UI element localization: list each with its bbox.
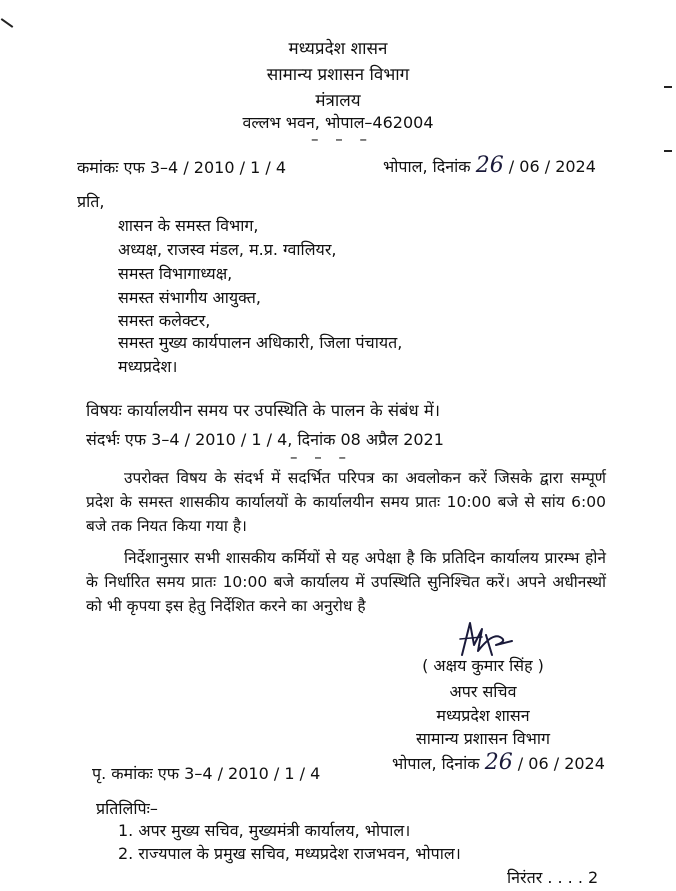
recipient-item: मध्यप्रदेश।: [118, 357, 178, 376]
sandarbh-separator: – – –: [290, 448, 353, 466]
body-paragraph-2-text: निर्देशानुसार सभी शासकीय कर्मियों से यह अपेक्षा है कि प्रतिदिन कार्यालय प्रारम्भ होने के निर्धारित समय प्रातः 10:00 बजे कार्यालय में उपस्थिति सुनिश्चित करें। अपने अधीनस्थों को भी कृपया इस हेतु निर्देशित करने का अनुरोध है: [86, 549, 606, 615]
copy-item: 1. अपर मुख्य सचिव, मुख्यमंत्री कार्यालय, भोपाल।: [118, 821, 411, 840]
copies-label: प्रतिलिपिः–: [96, 799, 158, 818]
reference-date-day-handwritten: 26: [475, 153, 504, 178]
recipient-item: शासन के समस्त विभाग,: [118, 216, 259, 235]
body-paragraph-1-text: उपरोक्त विषय के संदर्भ में सदर्भित परिपत्र का अवलोकन करें जिसके द्वारा सम्पूर्ण प्रदेश के समस्त शासकीय कार्यालयों के कार्यालयीन समय प्रातः 10:00 बजे से सांय 6:00 बजे तक नियत किया गया है।: [86, 469, 606, 535]
reference-date-prefix: भोपाल, दिनांक: [383, 157, 471, 176]
body-paragraph-2: [86, 546, 606, 618]
endorsement-date-day-handwritten: 26: [484, 750, 513, 775]
scan-mark-right-2: [664, 150, 672, 152]
recipient-item: समस्त मुख्य कार्यपालन अधिकारी, जिला पंचायत,: [118, 333, 403, 352]
continued-marker: निरंतर . . . . 2: [507, 868, 599, 887]
signatory-org-govt: मध्यप्रदेश शासन: [436, 706, 530, 725]
recipient-item: समस्त कलेक्टर,: [118, 311, 211, 330]
endorsement-date-rest: / 06 / 2024: [517, 754, 605, 773]
signatory-designation: अपर सचिव: [449, 682, 517, 701]
signatory-name: ( अक्षय कुमार सिंह ): [422, 656, 544, 675]
reference-date: [383, 153, 596, 178]
recipient-item: अध्यक्ष, राजस्व मंडल, म.प्र. ग्वालियर,: [118, 240, 337, 259]
header-separator: – – –: [310, 130, 374, 148]
signatory-org-department: सामान्य प्रशासन विभाग: [415, 729, 551, 748]
endorsement-date-prefix: भोपाल, दिनांक: [392, 754, 480, 773]
scan-mark-top-left: [1, 18, 14, 28]
subject-line: विषयः कार्यालयीन समय पर उपस्थिति के पालन के संबंध में।: [86, 401, 440, 420]
header-line-department: सामान्य प्रशासन विभाग: [266, 65, 410, 85]
reference-sandarbh: संदर्भः एफ 3–4 / 2010 / 1 / 4, दिनांक 08 अप्रैल 2021: [86, 430, 444, 449]
header-line-address: वल्लभ भवन, भोपाल–462004: [242, 113, 434, 132]
endorsement-date: [392, 750, 605, 775]
body-paragraph-1: [86, 466, 606, 538]
header-line-mantralaya: मंत्रालय: [315, 91, 361, 111]
reference-date-rest: / 06 / 2024: [508, 157, 596, 176]
endorsement-number: पृ. कमांकः एफ 3–4 / 2010 / 1 / 4: [92, 764, 321, 783]
recipients-label: प्रति,: [77, 192, 105, 211]
recipient-item: समस्त संभागीय आयुक्त,: [118, 288, 261, 307]
recipient-item: समस्त विभागाध्यक्ष,: [118, 264, 233, 283]
reference-number: कमांकः एफ 3–4 / 2010 / 1 / 4: [77, 158, 287, 177]
copy-item: 2. राज्यपाल के प्रमुख सचिव, मध्यप्रदेश राजभवन, भोपाल।: [118, 844, 461, 863]
header-line-govt: मध्यप्रदेश शासन: [288, 39, 388, 59]
